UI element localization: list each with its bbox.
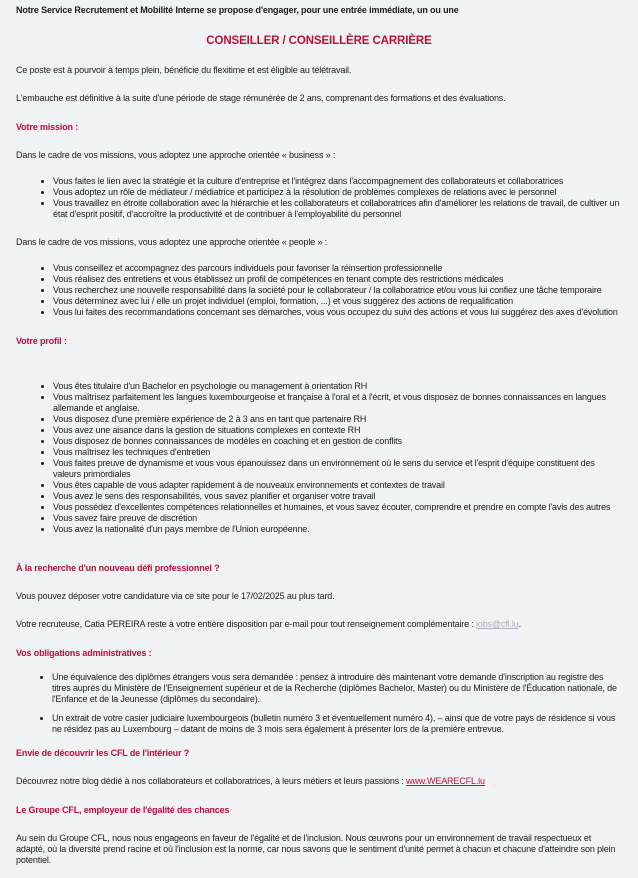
bullet-item: • Vous lui faites des recommandations concernant ses démarches, vous vous occupez du suivi des actions et vous lui suggérez des axes d'évolution: [53, 307, 622, 318]
recruiter-contact-suffix: .: [518, 619, 521, 629]
bullet-item: • Vous réalisez des entretiens et vous établissez un profil de compétences en tenant compte des restrictions médicales: [53, 274, 622, 285]
bullet-item: • Vous avez la nationalité d'un pays membre de l'Union européenne.: [53, 524, 622, 535]
discover-heading: Envie de découvrir les CFL de l'intérieur ?: [16, 748, 190, 758]
bullet-item: • Vous savez faire preuve de discrétion: [53, 513, 622, 524]
bullet-item: • Vous maîtrisez parfaitement les langues luxembourgeoise et française à l'oral et à l'écrit, et vous disposez de bonnes connaissances en langues allemande et anglaise.: [53, 392, 622, 414]
blog-link[interactable]: www.WEARECFL.lu: [406, 776, 485, 786]
mission-business-intro: Dans le cadre de vos missions, vous adoptez une approche orientée « business » :: [16, 150, 336, 160]
bullet-item: • Vous disposez d'une première expérience de 2 à 3 ans en tant que partenaire RH: [53, 414, 622, 425]
bullet-item: • Vous faites preuve de dynamisme et vous vous épanouissez dans un environnement où le sens du service et l'esprit d'équipe constituent des valeurs primordiales: [53, 458, 622, 480]
bullet-item: • Vous avez une aisance dans la gestion de situations complexes en contexte RH: [53, 425, 622, 436]
mission-people-intro: Dans le cadre de vos missions, vous adoptez une approche orientée « people » :: [16, 237, 328, 247]
bullet-item: • Vous êtes titulaire d'un Bachelor en psychologie ou management à orientation RH: [53, 381, 622, 392]
bullet-item: • Vous disposez de bonnes connaissances de modèles en coaching et en gestion de conflits: [53, 436, 622, 447]
bullet-item: • Vous conseillez et accompagnez des parcours individuels pour favoriser la réinsertion professionnelle: [53, 263, 622, 274]
bullet-item: • Vous faites le lien avec la stratégie et la culture d'entreprise et l'intégrez dans l'accompagnement des collaborateurs et collaboratrices: [53, 176, 622, 187]
mission-heading: Votre mission :: [16, 122, 79, 132]
bullet-item: • Vous maîtrisez les techniques d'entretien: [53, 447, 622, 458]
bullet-item: • Vous travaillez en étroite collaboration avec la hiérarchie et les collaborateurs et collaboratrices afin d'améliorer les relations de travail, de cultiver un état d'esprit positif, d'accroître la productivité et de contribuer à l'employabilité du personnel: [53, 198, 622, 220]
profile-heading: Votre profil :: [16, 336, 67, 346]
overview-paragraph-2: L'embauche est définitive à la suite d'une période de stage rémunérée de 2 ans, comprenant des formations et des évaluations.: [16, 93, 506, 103]
mission-people-list: [16, 263, 622, 318]
obligations-heading: Vos obligations administratives :: [16, 648, 152, 658]
new-challenge-heading: À la recherche d'un nouveau défi professionnel ?: [16, 563, 220, 573]
bullet-item: • Vous adoptez un rôle de médiateur / médiatrice et participez à la résolution de problèmes complexes de relations avec le personnel: [53, 187, 622, 198]
recruiter-email-link[interactable]: jobs@cfl.lu: [476, 619, 519, 629]
blog-line: [16, 776, 622, 787]
bullet-item: • Une équivalence des diplômes étrangers vous sera demandée : pensez à introduire dès maintenant votre demande d'inscription au registre des titres auprès du Ministère de l'Enseignement supérieur et de la Recherche (diplômes Bachelor, Master) ou du Ministère de l'Éducation nationale, de l'Enfance et de la Jeunesse (diplômes du secondaire).: [52, 672, 622, 705]
job-title: CONSEILLER / CONSEILLÈRE CARRIÈRE: [206, 35, 432, 47]
bullet-item: • Vous possédez d'excellentes compétences relationnelles et humaines, et vous savez écouter, comprendre et prendre en compte l'avis des autres: [53, 502, 622, 513]
intro-line: Notre Service Recrutement et Mobilité Interne se propose d'engager, pour une entrée immédiate, un ou une: [16, 5, 459, 15]
mission-business-list: [16, 176, 622, 220]
bullet-item: • Vous déterminez avec lui / elle un projet individuel (emploi, formation, ...) et vous suggérez des actions de requalification: [53, 296, 622, 307]
bullet-item: • Vous êtes capable de vous adapter rapidement à de nouveaux environnements et contextes de travail: [53, 480, 622, 491]
equality-paragraph: Au sein du Groupe CFL, nous nous engageons en faveur de l'égalité et de l'inclusion. Nous œuvrons pour un environnement de travail respectueux et adapté, où la diversité prend racine et où l'inclusion est la norme, car nous savons que le sentiment d'unité permet à chacun et chacune d'atteindre son plein potentiel.: [16, 833, 616, 865]
overview-paragraph-1: Ce poste est à pourvoir à temps plein, bénéficie du flexitime et est éligible au télétravail.: [16, 65, 352, 75]
bullet-item: • Vous recherchez une nouvelle responsabilité dans la société pour le collaborateur / la collaboratrice et/ou vous lui confiez une tâche temporaire: [53, 285, 622, 296]
obligations-list: [16, 672, 622, 735]
bullet-item: • Un extrait de votre casier judiciaire luxembourgeois (bulletin numéro 3 et éventuellement numéro 4), – ainsi que de votre pays de résidence si vous ne résidez pas au Luxembourg – datant de moins de 3 mois sera également à présenter lors de la première entrevue.: [52, 713, 622, 735]
application-deadline-line: Vous pouvez déposer votre candidature via ce site pour le 17/02/2025 au plus tard.: [16, 591, 335, 601]
equality-heading: Le Groupe CFL, employeur de l'égalité des chances: [16, 805, 230, 815]
job-posting-document: [0, 5, 638, 878]
bullet-item: • Vous avez le sens des responsabilités, vous savez planifier et organiser votre travail: [53, 491, 622, 502]
recruiter-contact-line: [16, 619, 622, 630]
recruiter-contact-text: Votre recruteuse, Catia PEREIRA reste à votre entière disposition par e-mail pour tout renseignement complémentaire :: [16, 619, 477, 629]
profile-list: [16, 381, 622, 535]
blog-line-text: Découvrez notre blog dédié à nos collaborateurs et collaboratrices, à leurs métiers et leurs passions :: [16, 776, 407, 786]
